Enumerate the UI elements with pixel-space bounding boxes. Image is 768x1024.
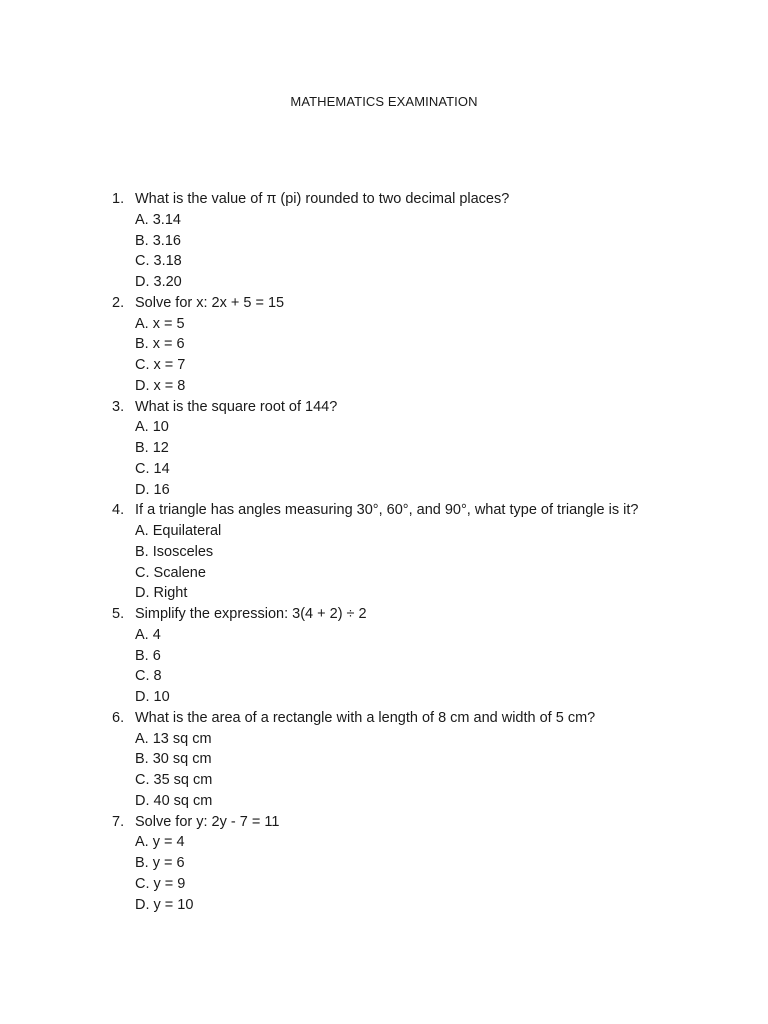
answer-option: B. Isosceles	[135, 543, 214, 560]
question-text: What is the area of a rectangle with a length of 8 cm and width of 5 cm?	[135, 709, 596, 726]
answer-options	[112, 210, 732, 293]
answer-option: B. 12	[135, 440, 169, 456]
question-item	[112, 189, 732, 293]
answer-options	[112, 625, 732, 708]
answer-option: B. 6	[135, 647, 161, 664]
question-item	[112, 812, 732, 916]
question-text: What is the value of π (pi) rounded to two decimal places?	[135, 191, 510, 207]
answer-option: D. 10	[135, 689, 170, 705]
answer-option: D. 40 sq cm	[135, 792, 213, 809]
exam-title: MATHEMATICS EXAMINATION	[290, 94, 478, 109]
answer-option: A. 3.14	[135, 211, 181, 228]
answer-option: D. x = 8	[135, 377, 186, 394]
answer-option: C. 3.18	[135, 253, 182, 270]
question-text: Simplify the expression: 3(4 + 2) ÷ 2	[135, 606, 367, 622]
question-line	[112, 812, 732, 833]
question-number: 1.	[112, 191, 125, 207]
answer-option: C. 8	[135, 668, 162, 685]
answer-options	[112, 417, 732, 500]
question-number: 7.	[112, 813, 125, 830]
answer-options	[112, 314, 732, 397]
answer-option: A. 4	[135, 626, 161, 643]
question-line	[112, 500, 732, 521]
question-line	[112, 189, 732, 210]
question-number: 2.	[112, 294, 125, 311]
question-item	[112, 604, 732, 708]
answer-options	[112, 729, 732, 812]
answer-option: A. 10	[135, 419, 169, 436]
answer-option: C. 35 sq cm	[135, 772, 213, 788]
question-text: What is the square root of 144?	[135, 398, 338, 415]
question-text: Solve for x: 2x + 5 = 15	[135, 294, 285, 311]
answer-options	[112, 521, 732, 604]
answer-option: C. x = 7	[135, 357, 186, 373]
answer-option: A. 13 sq cm	[135, 730, 212, 747]
question-text: If a triangle has angles measuring 30°, 60°, and 90°, what type of triangle is it?	[135, 502, 639, 519]
question-line	[112, 397, 732, 418]
answer-option: B. 3.16	[135, 232, 181, 249]
question-item	[112, 293, 732, 397]
answer-option: D. 16	[135, 481, 170, 498]
answer-options	[112, 832, 732, 915]
question-item	[112, 708, 732, 812]
question-item	[112, 500, 732, 604]
question-text: Solve for y: 2y - 7 = 11	[135, 813, 280, 830]
answer-option: A. Equilateral	[135, 523, 222, 539]
question-line	[112, 293, 732, 314]
answer-option: B. x = 6	[135, 336, 185, 353]
question-number: 3.	[112, 398, 125, 415]
question-line	[112, 708, 732, 729]
answer-option: C. 14	[135, 460, 170, 477]
question-item	[112, 397, 732, 501]
answer-option: D. 3.20	[135, 274, 182, 290]
answer-option: C. Scalene	[135, 564, 206, 581]
question-number: 6.	[112, 709, 125, 726]
answer-option: C. y = 9	[135, 875, 186, 892]
answer-option: D. Right	[135, 585, 188, 602]
answer-option: A. y = 4	[135, 834, 185, 851]
question-line	[112, 604, 732, 625]
answer-option: B. 30 sq cm	[135, 751, 212, 768]
question-number: 5.	[112, 606, 125, 622]
answer-option: D. y = 10	[135, 896, 194, 913]
question-list	[112, 189, 732, 915]
answer-option: A. x = 5	[135, 315, 185, 332]
question-number: 4.	[112, 502, 125, 519]
answer-option: B. y = 6	[135, 855, 185, 871]
